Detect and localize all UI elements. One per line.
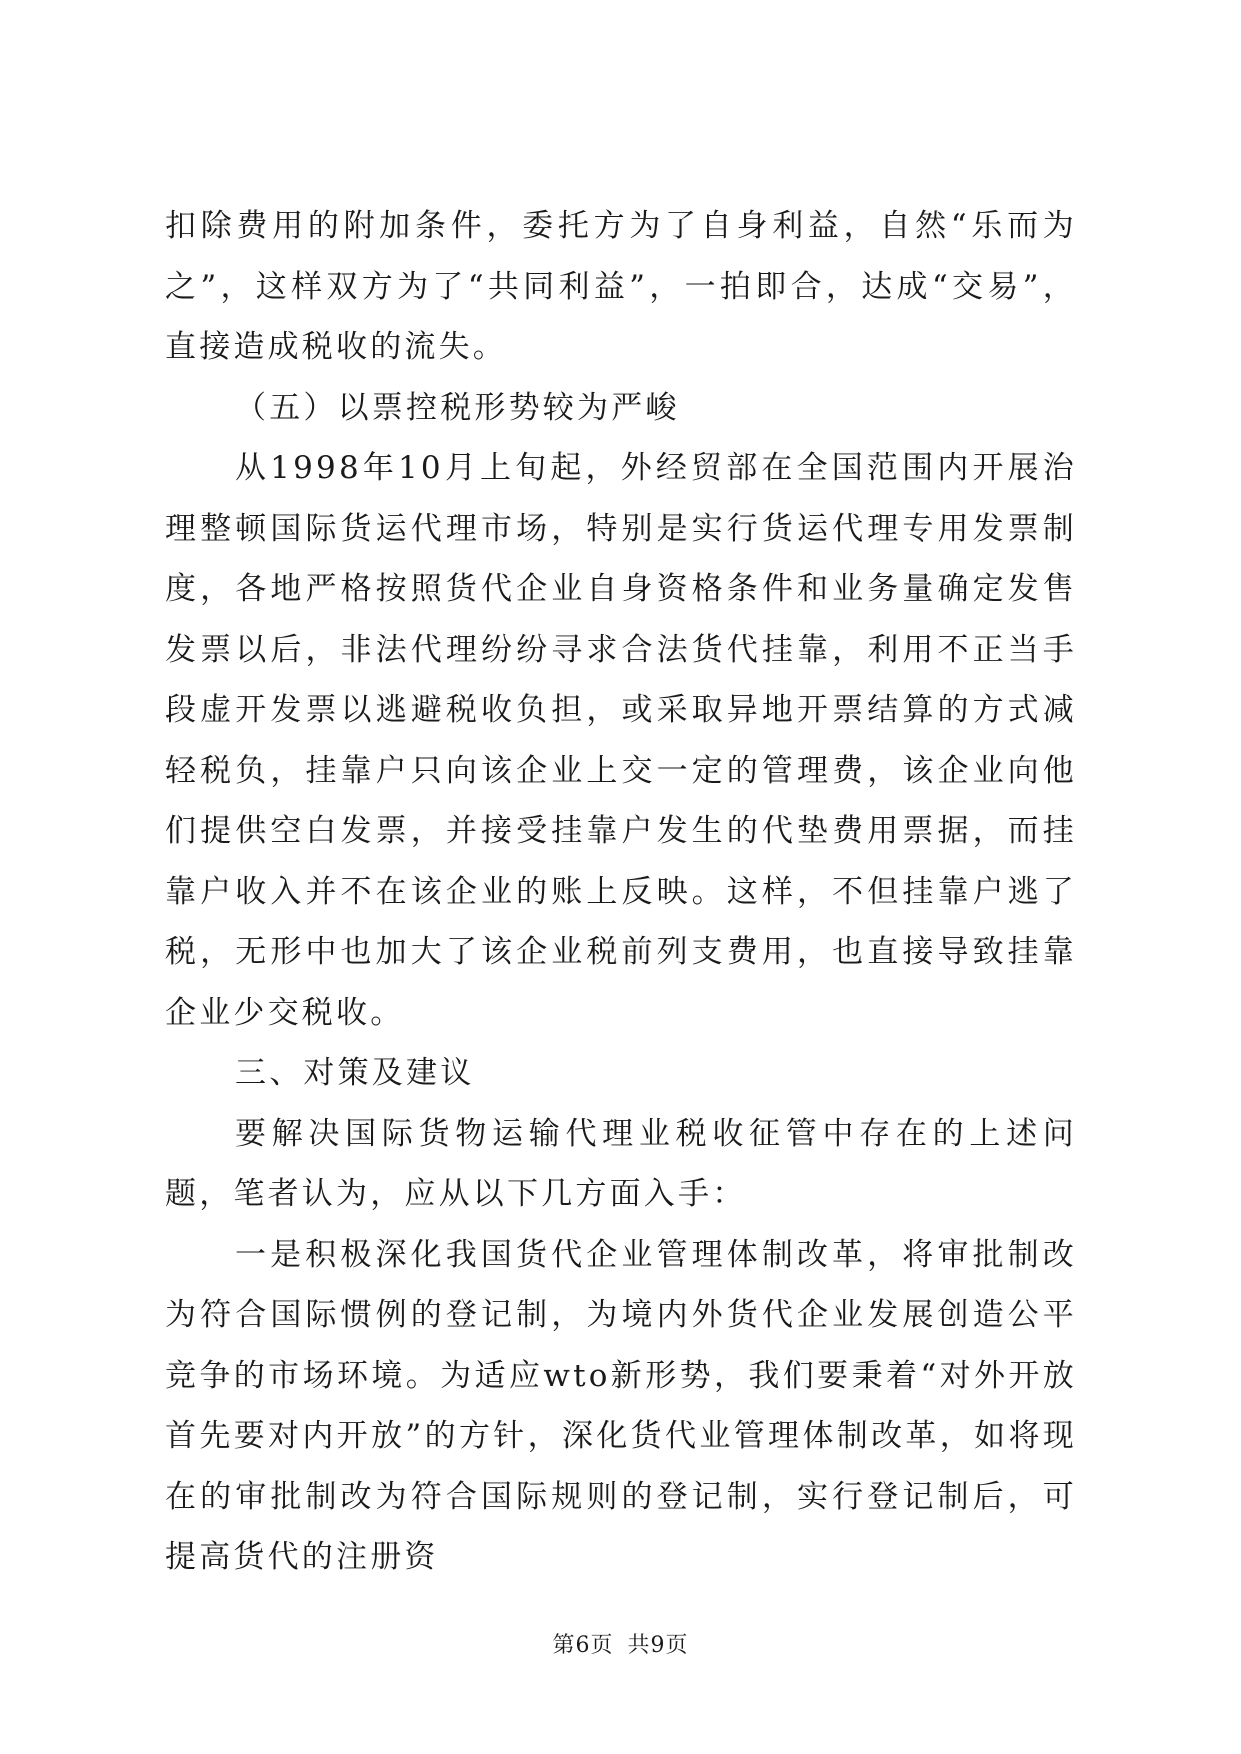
section-heading-3: 三、对策及建议 <box>235 1055 475 1091</box>
section-heading-5: （五）以票控税形势较为严峻 <box>235 389 680 426</box>
page-number: 第6页 <box>552 1633 614 1658</box>
page-footer <box>0 1628 1241 1659</box>
paragraph-measure-1: 一是积极深化我国货代企业管理体制改革，将审批制改为符合国际惯例的登记制，为境内外货代企业发展创造公平竞争的市场环境。为适应wto新形势，我们要秉着“对外开放首先要对内开放”的方针，深化货代业管理体制改革，如将现在的审批制改为符合国际规则的登记制，实行登记制后，可提高货代的注册资 <box>165 1236 1077 1575</box>
document-body <box>165 196 1077 1588</box>
page-total: 共9页 <box>627 1633 689 1658</box>
paragraph-invoice-control: 从1998年10月上旬起，外经贸部在全国范围内开展治理整顿国际货运代理市场，特别是实行货运代理专用发票制度，各地严格按照货代企业自身资格条件和业务量确定发售发票以后，非法代理纷纷寻求合法货代挂靠，利用不正当手段虚开发票以逃避税收负担，或采取异地开票结算的方式减轻税负，挂靠户只向该企业上交一定的管理费，该企业向他们提供空白发票，并接受挂靠户发生的代垫费用票据，而挂靠户收入并不在该企业的账上反映。这样，不但挂靠户逃了税，无形中也加大了该企业税前列支费用，也直接导致挂靠企业少交税收。 <box>165 450 1077 1031</box>
paragraph-intro-measures: 要解决国际货物运输代理业税收征管中存在的上述问题，笔者认为，应从以下几方面入手： <box>165 1115 1077 1212</box>
paragraph-continuation: 扣除费用的附加条件，委托方为了自身利益，自然“乐而为之”，这样双方为了“共同利益”，一拍即合，达成“交易”，直接造成税收的流失。 <box>165 208 1077 365</box>
